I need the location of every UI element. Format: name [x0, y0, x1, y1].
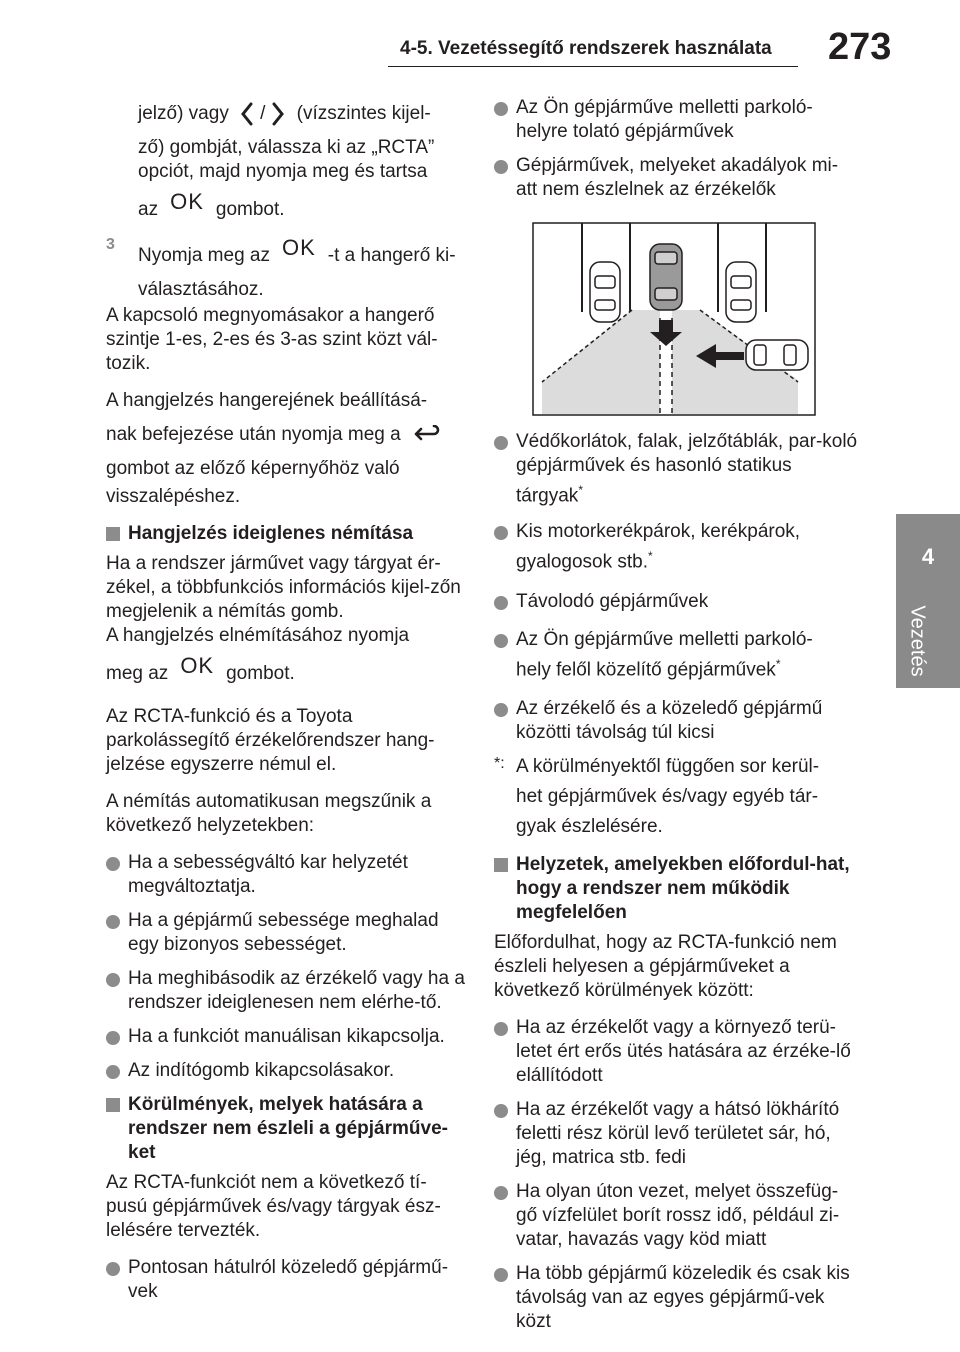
step-3-line-2: választásához. — [138, 279, 264, 300]
list-item — [494, 1016, 859, 1088]
p4-line-2 — [106, 654, 466, 692]
bullet-icon — [106, 1262, 120, 1276]
list-item — [494, 590, 859, 614]
step-continuation — [106, 96, 466, 228]
bullet-icon — [106, 1065, 120, 1079]
list-item — [494, 96, 859, 144]
footnote-marker: *: — [494, 754, 505, 772]
list-item-text: Gépjárművek, melyeket akadályok mi-att nem észlelnek az érzékelők — [516, 155, 839, 200]
list-item — [106, 967, 466, 1015]
list-item — [106, 1025, 466, 1049]
footnote-mark: * — [775, 656, 781, 671]
right-column — [494, 96, 859, 1344]
list-item-text: Kis motorkerékpárok, kerékpárok, — [516, 521, 801, 543]
footnote-line-1: A körülményektől függően sor kerül- — [516, 755, 820, 777]
paragraph: Az RCTA-funkciót nem a következő tí-pusú gépjárművek és/vagy tárgyak ész-lelésére tervezték. — [106, 1172, 441, 1241]
footnote-line-2: het gépjárművek és/vagy egyéb tár- — [516, 785, 819, 807]
paragraph: A némítás automatikusan megszűnik a következő helyzetekben: — [106, 791, 432, 836]
bullet-icon — [494, 634, 508, 648]
cont-line-3: opciót, majd nyomja meg és tartsa — [138, 161, 428, 182]
header-rule — [388, 66, 798, 67]
list-item-text: Ha a sebességváltó kar helyzetét megváltoztatja. — [128, 852, 408, 897]
step-3-line-1 — [138, 236, 466, 274]
bullet-icon — [494, 1268, 508, 1282]
p4-text-b: gombot. — [226, 663, 295, 684]
list-item — [494, 1098, 859, 1170]
list-item-text: Az érzékelő és a közeledő gépjármű közötti távolság túl kicsi — [516, 697, 823, 743]
list-item-text-cont: gyalogosok stb. — [516, 551, 649, 573]
list-item-text: Ha olyan úton vezet, melyet összefüg-gő vízfelület borít rossz idő, például zi-vatar, havazás vagy köd miatt — [516, 1180, 840, 1250]
list-item-text: Pontosan hátulról közeledő gépjármű-vek — [128, 1257, 449, 1302]
bullet-icon — [494, 1022, 508, 1036]
bullet-icon — [106, 1031, 120, 1045]
paragraph-back — [106, 389, 466, 509]
p2-line-2 — [106, 417, 466, 453]
step-3 — [106, 236, 466, 302]
chevron-right-icon — [271, 102, 285, 126]
list-item — [494, 1180, 859, 1252]
list-item-text: Ha a gépjármű sebessége meghalad egy bizonyos sebességet. — [128, 910, 439, 955]
bullet-icon — [106, 973, 120, 987]
step-number: 3 — [106, 236, 115, 253]
footnote-mark: * — [578, 483, 583, 497]
page-number: 273 — [828, 26, 892, 68]
heading-text: Körülmények, melyek hatására a rendszer nem észleli a gépjárműve-ket — [128, 1094, 448, 1163]
footnote — [494, 755, 859, 839]
bullet-icon — [494, 436, 508, 450]
footnote-line-3: gyak észlelésére. — [516, 815, 663, 837]
bullet-icon — [106, 857, 120, 871]
p4-text-a: meg az — [106, 663, 169, 684]
list-item-text: Ha több gépjármű közeledik és csak kis távolság van az egyes gépjármű-vek közt — [516, 1262, 850, 1332]
heading-marker — [494, 858, 508, 872]
cont4-text-b: gombot. — [215, 199, 285, 220]
paragraph: Előfordulhat, hogy az RCTA-funkció nem észleli helyesen a gépjárműveket a következő körülmények között: — [494, 931, 837, 1001]
section-heading — [494, 853, 859, 925]
chapter-label: Vezetés — [906, 605, 929, 677]
list-item — [106, 1059, 466, 1083]
list-item — [494, 430, 859, 508]
list-item-text: Az Ön gépjárműve melletti parkoló- — [516, 628, 813, 650]
section-title: 4-5. Vezetéssegítő rendszerek használata — [400, 38, 772, 59]
list-item-text: Az Ön gépjárműve melletti parkoló-helyre tolató gépjárművek — [516, 97, 813, 142]
chevron-left-icon — [240, 102, 254, 126]
list-item-text: Ha a funkciót manuálisan kikapcsolja. — [128, 1026, 445, 1047]
bullet-icon — [494, 102, 508, 116]
parking-illustration — [532, 222, 816, 416]
p2-text: nak befejezése után nyomja meg a — [106, 424, 401, 445]
cont-text-b: (vízszintes kijel- — [296, 103, 431, 124]
ok-button-icon: OK — [180, 653, 215, 678]
back-arrow-icon — [412, 425, 442, 445]
list-item-text-cont: hely felől közelítő gépjárművek — [516, 658, 776, 680]
bullet-icon — [494, 1104, 508, 1118]
p2-line-3: gombot az előző képernyőhöz való — [106, 458, 400, 479]
list-item — [106, 851, 466, 899]
left-column — [106, 96, 466, 1314]
section-heading — [106, 522, 466, 546]
rcta-diagram — [532, 222, 816, 416]
cont-line-1 — [138, 96, 466, 132]
ok-button-icon: OK — [170, 189, 204, 214]
heading-text: Hangjelzés ideiglenes némítása — [128, 523, 414, 544]
p2-line-4: visszalépéshez. — [106, 486, 241, 507]
section-heading — [106, 1093, 466, 1165]
list-item-text-cont: tárgyak — [516, 485, 579, 507]
bullet-icon — [494, 160, 508, 174]
cont-line-2: ző) gombját, válassza ki az „RCTA” — [138, 137, 435, 158]
list-item — [106, 909, 466, 957]
cont-text-a: jelző) vagy — [138, 103, 229, 124]
p4-line-1: A hangjelzés elnémításához nyomja — [106, 625, 410, 646]
list-item-text: Ha az érzékelőt vagy a hátsó lökhárító feletti rész körül levő területet sár, hó, jég, matrica stb. fedi — [516, 1098, 840, 1168]
list-item — [106, 1256, 466, 1304]
chapter-number: 4 — [921, 544, 935, 569]
list-item-text: Távolodó gépjárművek — [516, 590, 709, 612]
footnote-mark: * — [648, 549, 653, 564]
heading-marker — [106, 527, 120, 541]
bullet-icon — [494, 1186, 508, 1200]
list-item-text: Az indítógomb kikapcsolásakor. — [128, 1060, 395, 1081]
list-item-text: Ha az érzékelőt vagy a környező terü-letet ért erős ütés hatására az érzéke-lő elállítódott — [516, 1016, 851, 1086]
p2-line-1: A hangjelzés hangerejének beállításá- — [106, 390, 428, 411]
slash: / — [260, 103, 266, 124]
paragraph: Ha a rendszer járművet vagy tárgyat ér-zékel, a többfunkciós információs kijel-zőn megjelenik a némítás gomb. — [106, 553, 461, 622]
bullet-icon — [106, 915, 120, 929]
list-item — [494, 697, 859, 745]
list-item — [494, 1262, 859, 1334]
paragraph: A kapcsoló megnyomásakor a hangerő szintje 1-es, 2-es és 3-as szint közt vál-tozik. — [106, 305, 438, 374]
list-item — [494, 628, 859, 687]
list-item-text: Ha meghibásodik az érzékelő vagy ha a rendszer ideiglenesen nem elérhe-tő. — [128, 968, 465, 1013]
heading-marker — [106, 1098, 120, 1112]
list-item — [494, 154, 859, 202]
step-text-a: Nyomja meg az — [138, 245, 270, 266]
paragraph: Az RCTA-funkció és a Toyota parkolássegítő érzékelőrendszer hang-jelzése egyszerre némul el. — [106, 706, 435, 775]
bullet-icon — [494, 526, 508, 540]
cont4-text-a: az — [138, 199, 159, 220]
cont-line-4 — [138, 190, 466, 228]
step-text-b: -t a hangerő ki- — [327, 245, 456, 266]
heading-text: Helyzetek, amelyekben előfordul-hat, hogy a rendszer nem működik megfelelően — [516, 853, 850, 923]
bullet-icon — [494, 596, 508, 610]
list-item-text: Védőkorlátok, falak, jelzőtáblák, par-koló gépjárművek és hasonló statikus — [516, 431, 858, 476]
list-item — [494, 520, 859, 579]
chapter-label-wrap — [904, 596, 930, 686]
ok-button-icon: OK — [282, 235, 316, 260]
bullet-icon — [494, 703, 508, 717]
